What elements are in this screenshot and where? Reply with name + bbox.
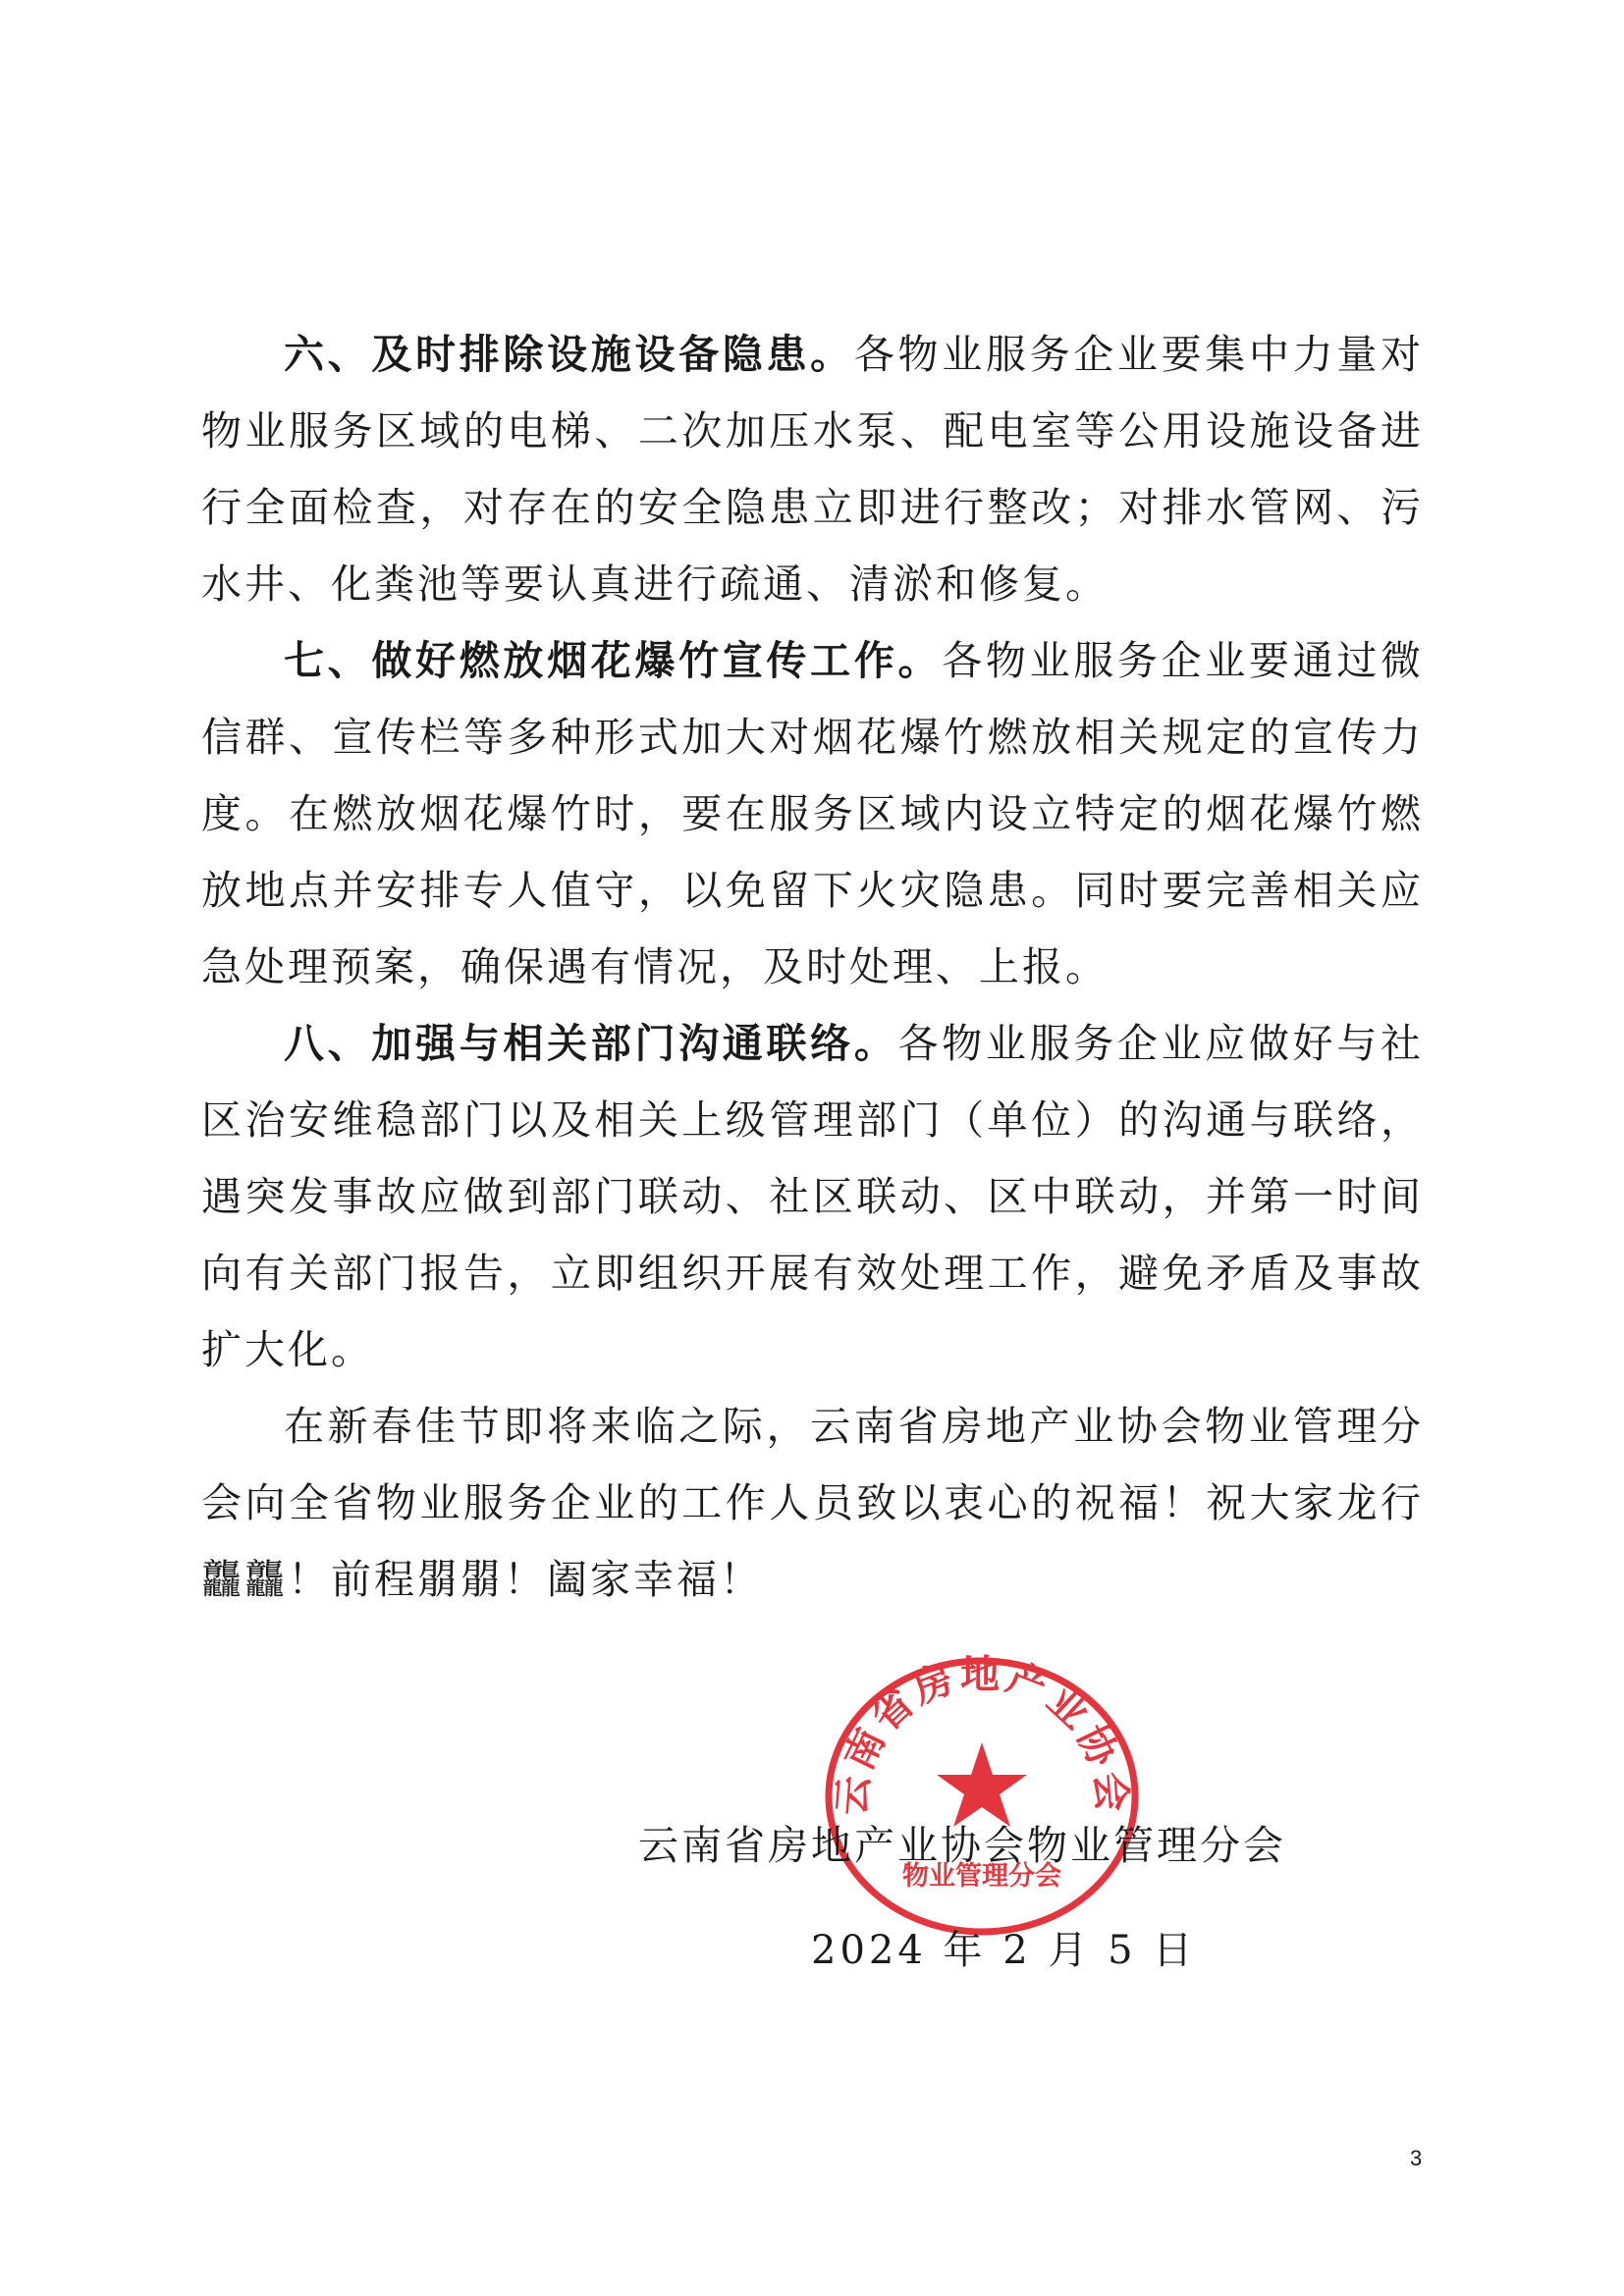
- paragraph-text: 在新春佳节即将来临之际，云南省房地产业协会物业管理分会向全省物业服务企业的工作人员致以衷心的祝福！祝大家龙行龘龘！前程朤朤！阖家幸福！: [201, 1403, 1424, 1603]
- seal-arc-text: 云南省房地产业协会: [828, 1651, 1136, 1817]
- document-body: [201, 316, 1424, 1618]
- paragraph-heading: 八、加强与相关部门沟通联络。: [284, 1020, 898, 1067]
- official-seal: [815, 1649, 1149, 1944]
- page-number: 3: [1410, 2146, 1423, 2170]
- paragraph-text: 各物业服务企业要集中力量对物业服务区域的电梯、二次加压水泵、配电室等公用设施设备进行全面检查，对存在的安全隐患立即进行整改；对排水管网、污水井、化粪池等要认真进行疏通、清淤和修复。: [201, 331, 1425, 608]
- signature-organization: 云南省房地产业协会物业管理分会: [638, 1822, 1286, 1869]
- paragraph-seven: [201, 622, 1424, 1005]
- signature-date: 2024 年 2 月 5 日: [811, 1928, 1197, 1973]
- seal-bottom-text: 物业管理分会: [902, 1861, 1061, 1892]
- paragraph-eight: [201, 1005, 1424, 1388]
- paragraph-heading: 六、及时排除设施设备隐患。: [284, 331, 854, 378]
- paragraph-text: 各物业服务企业应做好与社区治安维稳部门以及相关上级管理部门（单位）的沟通与联络，遇突发事故应做到部门联动、社区联动、区中联动，并第一时间向有关部门报告，立即组织开展有效处理工作，避免矛盾及事故扩大化。: [201, 1020, 1425, 1373]
- paragraph-six: [201, 316, 1424, 622]
- seal-star-icon: [937, 1742, 1027, 1827]
- paragraph-heading: 七、做好燃放烟花爆竹宣传工作。: [284, 637, 943, 684]
- paragraph-text: 各物业服务企业要通过微信群、宣传栏等多种形式加大对烟花爆竹燃放相关规定的宣传力度。在燃放烟花爆竹时，要在服务区域内设立特定的烟花爆竹燃放地点并安排专人值守，以免留下火灾隐患。同时要完善相关应急处理预案，确保遇有情况，及时处理、上报。: [201, 637, 1425, 990]
- paragraph-greeting: [201, 1388, 1424, 1618]
